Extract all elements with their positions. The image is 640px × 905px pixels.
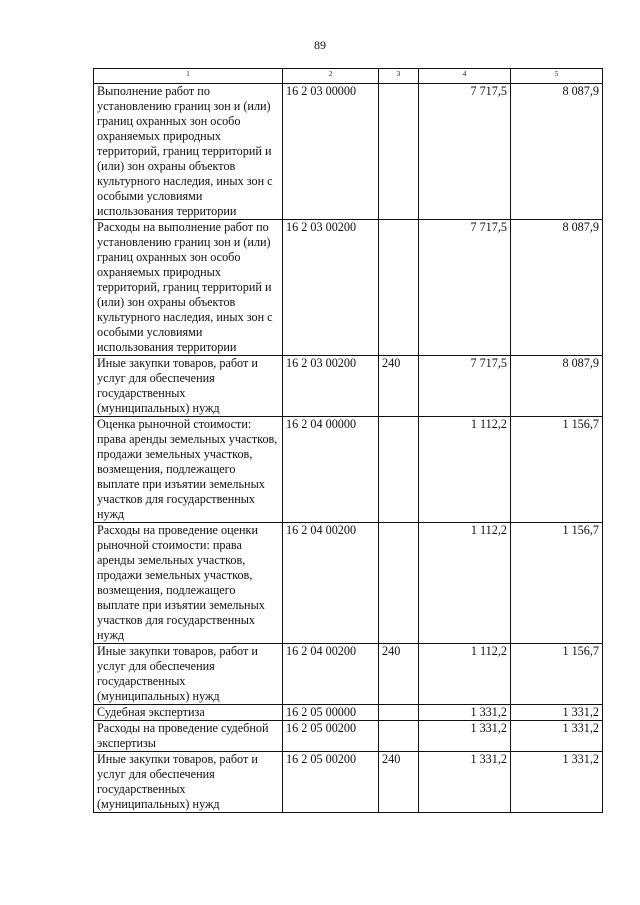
row-amount-2: 1 156,7: [511, 523, 603, 644]
row-expense-type: [379, 417, 419, 523]
row-name: Расходы на выполнение работ по установлению границ зон и (или) границ охранных зон особо охраняемых природных территорий, границ территорий и (или) зон охраны объектов культурного наследия, иных зон с особыми условиями использования территории: [94, 220, 283, 356]
row-amount-2: 1 331,2: [511, 752, 603, 813]
row-name: Иные закупки товаров, работ и услуг для обеспечения государственных (муниципальных) нужд: [94, 644, 283, 705]
row-amount-1: 7 717,5: [419, 356, 511, 417]
row-amount-2: 1 156,7: [511, 417, 603, 523]
table-row: [94, 705, 603, 721]
row-name: Судебная экспертиза: [94, 705, 283, 721]
row-amount-2: 8 087,9: [511, 356, 603, 417]
table-row: [94, 356, 603, 417]
table-row: [94, 752, 603, 813]
row-code: 16 2 05 00200: [283, 721, 379, 752]
row-name: Расходы на проведение судебной экспертизы: [94, 721, 283, 752]
row-amount-2: 1 331,2: [511, 705, 603, 721]
row-name: Оценка рыночной стоимости: права аренды земельных участков, продажи земельных участков, возмещения, подлежащего выплате при изъятии земельных участков для государственных нужд: [94, 417, 283, 523]
table-header: [94, 69, 603, 84]
row-code: 16 2 04 00200: [283, 523, 379, 644]
row-expense-type: [379, 705, 419, 721]
row-amount-1: 7 717,5: [419, 220, 511, 356]
header-col-1: 1: [94, 69, 283, 84]
row-amount-1: 1 112,2: [419, 644, 511, 705]
row-name: Иные закупки товаров, работ и услуг для обеспечения государственных (муниципальных) нужд: [94, 752, 283, 813]
header-col-3: 3: [379, 69, 419, 84]
row-expense-type: 240: [379, 356, 419, 417]
table-row: [94, 417, 603, 523]
budget-table: [93, 68, 603, 813]
row-name: Выполнение работ по установлению границ зон и (или) границ охранных зон особо охраняемых природных территорий, границ территорий и (или) зон охраны объектов культурного наследия, иных зон с особыми условиями использования территории: [94, 84, 283, 220]
row-amount-1: 1 112,2: [419, 523, 511, 644]
row-expense-type: 240: [379, 644, 419, 705]
row-amount-2: 1 156,7: [511, 644, 603, 705]
row-amount-2: 8 087,9: [511, 84, 603, 220]
row-amount-1: 1 331,2: [419, 705, 511, 721]
row-amount-1: 1 112,2: [419, 417, 511, 523]
table-row: [94, 220, 603, 356]
row-expense-type: [379, 721, 419, 752]
row-code: 16 2 04 00200: [283, 644, 379, 705]
row-code: 16 2 05 00200: [283, 752, 379, 813]
row-expense-type: [379, 220, 419, 356]
row-code: 16 2 04 00000: [283, 417, 379, 523]
table-row: [94, 84, 603, 220]
row-amount-1: 1 331,2: [419, 721, 511, 752]
page-number: 89: [314, 38, 326, 52]
row-amount-1: 1 331,2: [419, 752, 511, 813]
row-amount-1: 7 717,5: [419, 84, 511, 220]
row-amount-2: 8 087,9: [511, 220, 603, 356]
row-code: 16 2 05 00000: [283, 705, 379, 721]
row-expense-type: [379, 523, 419, 644]
table-row: [94, 523, 603, 644]
header-col-4: 4: [419, 69, 511, 84]
row-code: 16 2 03 00200: [283, 220, 379, 356]
header-col-5: 5: [511, 69, 603, 84]
row-name: Иные закупки товаров, работ и услуг для обеспечения государственных (муниципальных) нужд: [94, 356, 283, 417]
row-amount-2: 1 331,2: [511, 721, 603, 752]
header-col-2: 2: [283, 69, 379, 84]
row-code: 16 2 03 00000: [283, 84, 379, 220]
row-expense-type: 240: [379, 752, 419, 813]
row-expense-type: [379, 84, 419, 220]
row-name: Расходы на проведение оценки рыночной стоимости: права аренды земельных участков, продажи земельных участков, возмещения, подлежащего выплате при изъятии земельных участков для государственных нужд: [94, 523, 283, 644]
table-row: [94, 644, 603, 705]
row-code: 16 2 03 00200: [283, 356, 379, 417]
table-row: [94, 721, 603, 752]
